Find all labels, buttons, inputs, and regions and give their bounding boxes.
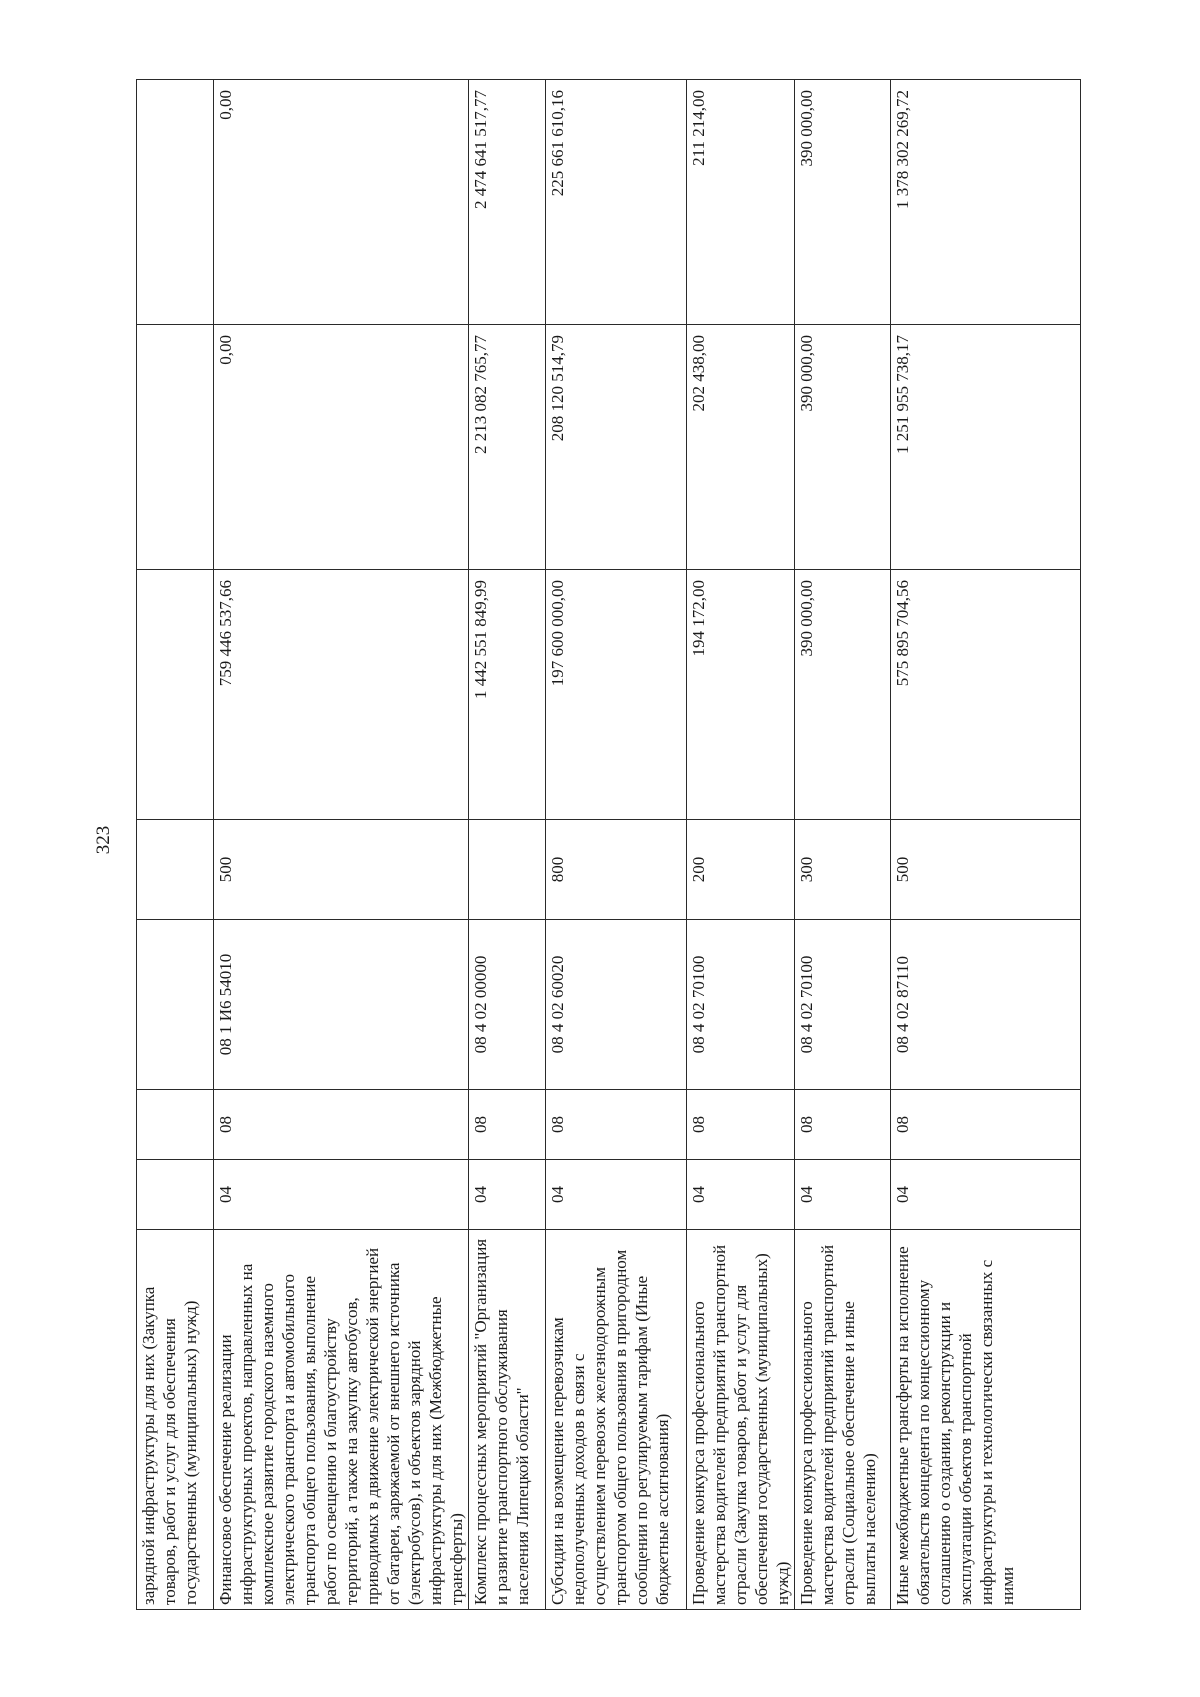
expense-type-code: 500: [214, 820, 469, 920]
expense-type-code: 200: [687, 820, 795, 920]
table-row: [546, 80, 687, 1610]
table-row: [891, 80, 1081, 1610]
target-article-code: 08 4 02 00000: [469, 920, 546, 1090]
amount-3: 225 661 610,16: [546, 80, 687, 325]
section-code: 04: [469, 1160, 546, 1230]
section-code: 04: [214, 1160, 469, 1230]
amount-2: [137, 325, 214, 570]
subsection-code: [137, 1090, 214, 1160]
section-code: [137, 1160, 214, 1230]
expense-type-code: 300: [795, 820, 891, 920]
amount-1: 390 000,00: [795, 570, 891, 820]
subsection-code: 08: [687, 1090, 795, 1160]
subsection-code: 08: [546, 1090, 687, 1160]
amount-1: 759 446 537,66: [214, 570, 469, 820]
row-description: зарядной инфраструктуры для них (Закупка товаров, работ и услуг для обеспечения государственных (муниципальных) нужд): [137, 1230, 214, 1610]
amount-2: 2 213 082 765,77: [469, 325, 546, 570]
table-row: [214, 80, 469, 1610]
amount-1: 197 600 000,00: [546, 570, 687, 820]
amount-2: 202 438,00: [687, 325, 795, 570]
amount-2: 208 120 514,79: [546, 325, 687, 570]
amount-2: 1 251 955 738,17: [891, 325, 1081, 570]
table-row: [795, 80, 891, 1610]
subsection-code: 08: [469, 1090, 546, 1160]
amount-2: 390 000,00: [795, 325, 891, 570]
amount-3: 0,00: [214, 80, 469, 325]
section-code: 04: [687, 1160, 795, 1230]
row-description: Иные межбюджетные трансферты на исполнение обязательств концедента по концессионному соглашению о создании, реконструкции и эксплуатации объектов транспортной инфраструктуры и технологически связанных с ними: [891, 1230, 1081, 1610]
page-number: 323: [93, 825, 114, 855]
target-article-code: 08 4 02 87110: [891, 920, 1081, 1090]
table-row: [137, 80, 214, 1610]
expense-type-code: 500: [891, 820, 1081, 920]
expense-type-code: 800: [546, 820, 687, 920]
amount-1: 575 895 704,56: [891, 570, 1081, 820]
target-article-code: 08 4 02 70100: [687, 920, 795, 1090]
row-description: Финансовое обеспечение реализации инфраструктурных проектов, направленных на комплексное развитие городского наземного электрического транспорта и автомобильного транспорта общего пользования, выполнение работ по освещению и благоустройству территорий, а также на закупку автобусов, приводимых в движение электрической энергией от батареи, заряжаемой от внешнего источника (электробусов), и объектов зарядной инфраструктуры для них (Межбюджетные трансферты): [214, 1230, 469, 1610]
amount-2: 0,00: [214, 325, 469, 570]
amount-3: 211 214,00: [687, 80, 795, 325]
budget-table: [136, 79, 1081, 1610]
section-code: 04: [546, 1160, 687, 1230]
target-article-code: 08 1 И6 54010: [214, 920, 469, 1090]
target-article-code: 08 4 02 60020: [546, 920, 687, 1090]
section-code: 04: [795, 1160, 891, 1230]
subsection-code: 08: [891, 1090, 1081, 1160]
amount-3: [137, 80, 214, 325]
subsection-code: 08: [795, 1090, 891, 1160]
amount-3: 1 378 302 269,72: [891, 80, 1081, 325]
expense-type-code: [469, 820, 546, 920]
rotated-page-body: [136, 80, 1071, 1610]
table-row: [469, 80, 546, 1610]
subsection-code: 08: [214, 1090, 469, 1160]
target-article-code: 08 4 02 70100: [795, 920, 891, 1090]
expense-type-code: [137, 820, 214, 920]
row-description: Комплекс процессных мероприятий "Организация и развитие транспортного обслуживания населения Липецкой области": [469, 1230, 546, 1610]
table-row: [687, 80, 795, 1610]
amount-1: 194 172,00: [687, 570, 795, 820]
target-article-code: [137, 920, 214, 1090]
amount-3: 2 474 641 517,77: [469, 80, 546, 325]
row-description: Субсидии на возмещение перевозчикам недополученных доходов в связи с осуществлением перевозок железнодорожным транспортом общего пользования в пригородном сообщении по регулируемым тарифам (Иные бюджетные ассигнования): [546, 1230, 687, 1610]
amount-3: 390 000,00: [795, 80, 891, 325]
section-code: 04: [891, 1160, 1081, 1230]
amount-1: 1 442 551 849,99: [469, 570, 546, 820]
amount-1: [137, 570, 214, 820]
row-description: Проведение конкурса профессионального мастерства водителей предприятий транспортной отрасли (Закупка товаров, работ и услуг для обеспечения государственных (муниципальных) нужд): [687, 1230, 795, 1610]
row-description: Проведение конкурса профессионального мастерства водителей предприятий транспортной отрасли (Социальное обеспечение и иные выплаты населению): [795, 1230, 891, 1610]
